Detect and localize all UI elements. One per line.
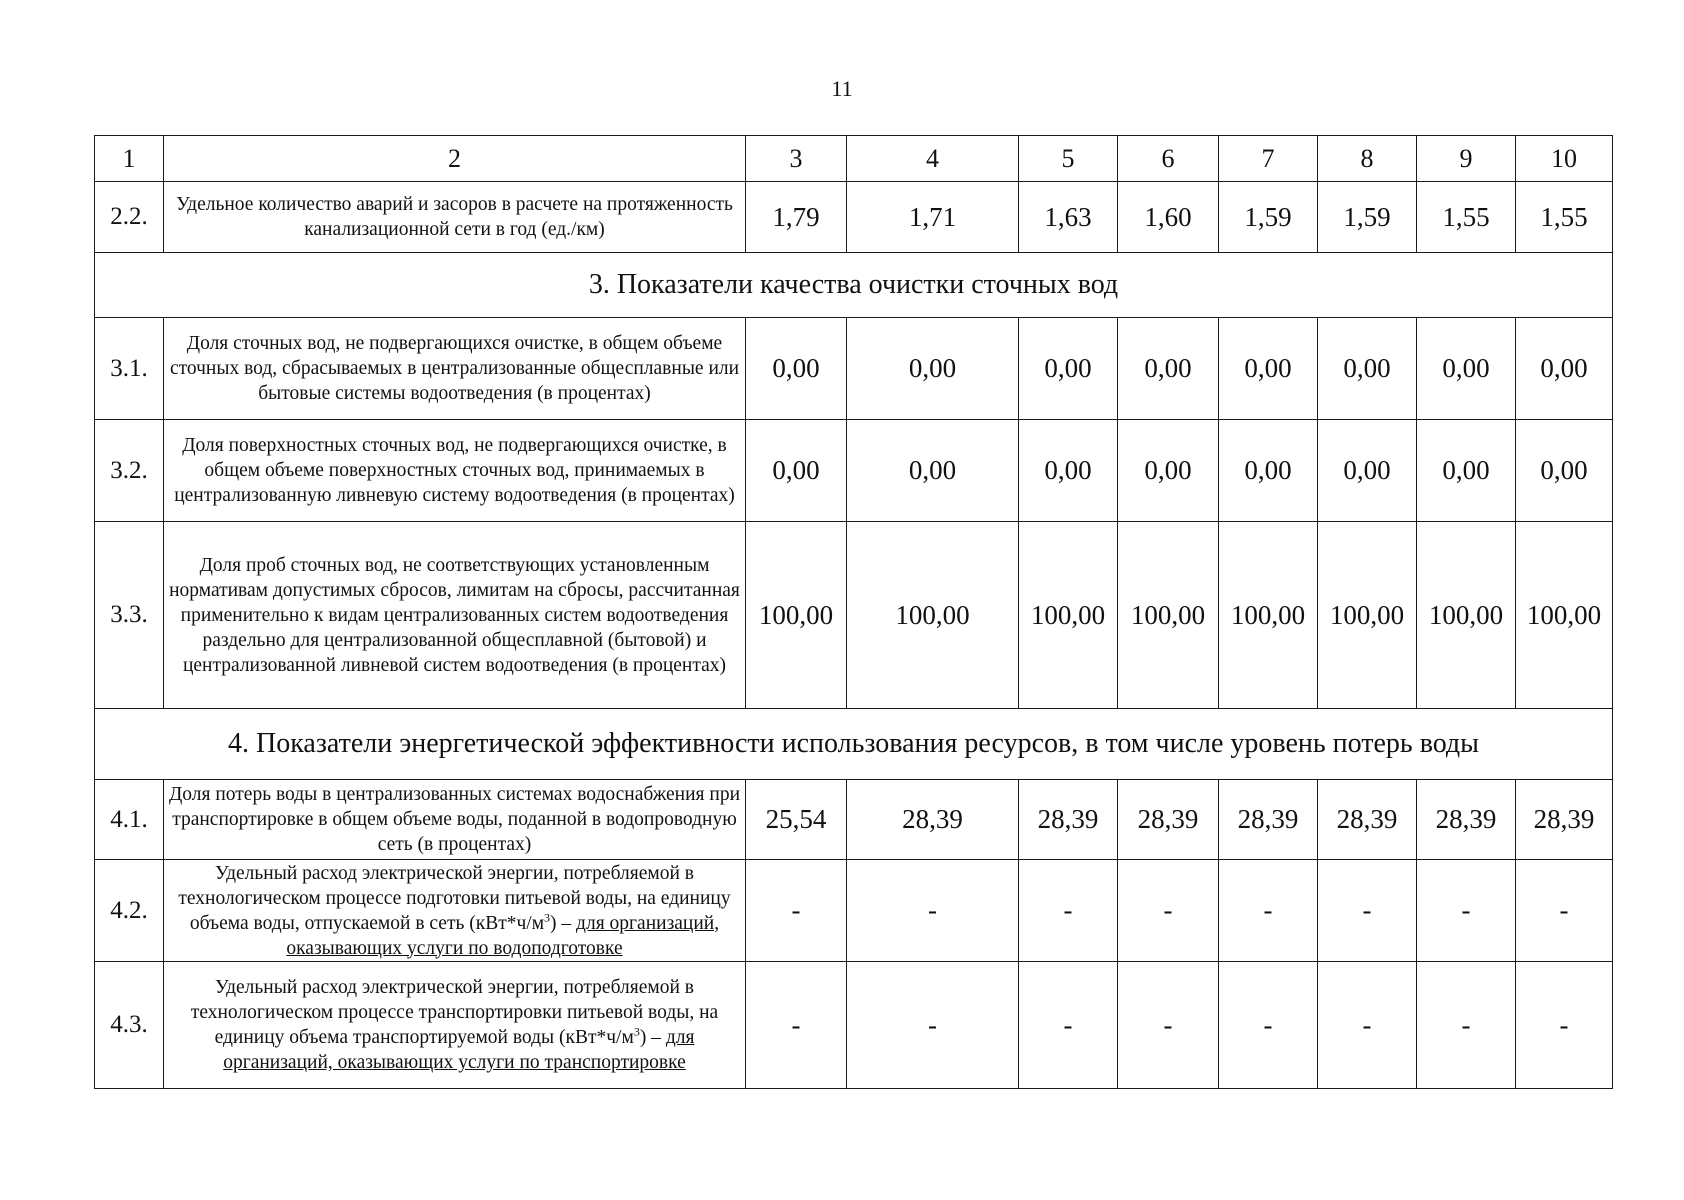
value-cell: 0,00 [1318,420,1417,522]
value-cell: 0,00 [847,420,1019,522]
column-header: 9 [1417,136,1516,182]
column-header: 7 [1219,136,1318,182]
column-header: 5 [1019,136,1118,182]
table-row [95,420,1613,522]
value-cell: 100,00 [1417,522,1516,709]
value-cell: - [1318,860,1417,962]
value-cell: - [746,962,847,1089]
value-cell: - [847,860,1019,962]
value-cell: 28,39 [1318,780,1417,860]
value-cell: - [1516,860,1613,962]
value-cell: - [1219,860,1318,962]
value-cell: 0,00 [1318,318,1417,420]
section-heading: 4. Показатели энергетической эффективности использования ресурсов, в том числе уровень потерь воды [95,709,1613,780]
value-cell: 100,00 [746,522,847,709]
section-row [95,709,1613,780]
value-cell: 28,39 [1118,780,1219,860]
value-cell: - [1516,962,1613,1089]
value-cell: 0,00 [746,420,847,522]
row-description [164,962,746,1089]
value-cell: 0,00 [1516,420,1613,522]
value-cell: 0,00 [847,318,1019,420]
table-row [95,522,1613,709]
value-cell: 0,00 [1019,420,1118,522]
description-text: Удельный расход электрической энергии, потребляемой в технологическом процессе транспортировки питьевой воды, на единицу объема транспортируемой воды (кВт*ч/м [190,977,719,1048]
value-cell: - [1219,962,1318,1089]
value-cell: - [1417,962,1516,1089]
value-cell: 1,55 [1516,182,1613,253]
description-text: Удельный расход электрической энергии, потребляемой в технологическом процессе подготовки питьевой воды, на единицу объема воды, отпускаемой в сеть (кВт*ч/м [178,862,731,934]
value-cell: 0,00 [1219,318,1318,420]
value-cell: 25,54 [746,780,847,860]
value-cell: 28,39 [1516,780,1613,860]
value-cell: 28,39 [847,780,1019,860]
value-cell: 28,39 [1219,780,1318,860]
table-row [95,860,1613,962]
column-header: 8 [1318,136,1417,182]
value-cell: 28,39 [1417,780,1516,860]
section-heading: 3. Показатели качества очистки сточных вод [95,253,1613,318]
value-cell: 1,60 [1118,182,1219,253]
value-cell: 0,00 [1417,420,1516,522]
value-cell: 0,00 [746,318,847,420]
value-cell: 1,79 [746,182,847,253]
row-number: 3.3. [95,522,164,709]
description-text: ) – [550,912,577,934]
value-cell: - [847,962,1019,1089]
table-row [95,182,1613,253]
description-underlined: для организаций, оказывающих услуги по транспортировке [223,1027,695,1073]
value-cell: 28,39 [1019,780,1118,860]
column-header: 10 [1516,136,1613,182]
description-underlined: для организаций, оказывающих услуги по водоподготовке [286,912,720,959]
value-cell: 1,71 [847,182,1019,253]
row-number: 4.1. [95,780,164,860]
table-row [95,318,1613,420]
unit-superscript: 3 [544,910,551,924]
value-cell: 1,59 [1318,182,1417,253]
value-cell: - [1019,962,1118,1089]
value-cell: 0,00 [1118,420,1219,522]
value-cell: - [1118,860,1219,962]
column-header: 4 [847,136,1019,182]
value-cell: 100,00 [1019,522,1118,709]
value-cell: 0,00 [1417,318,1516,420]
table-header-row [95,136,1613,182]
value-cell: 0,00 [1516,318,1613,420]
value-cell: - [746,860,847,962]
value-cell: 1,63 [1019,182,1118,253]
unit-superscript: 3 [633,1024,640,1039]
column-header: 6 [1118,136,1219,182]
row-number: 3.1. [95,318,164,420]
row-number: 4.2. [95,860,164,962]
value-cell: 0,00 [1118,318,1219,420]
value-cell: 100,00 [1516,522,1613,709]
value-cell: - [1417,860,1516,962]
value-cell: 100,00 [847,522,1019,709]
row-number: 4.3. [95,962,164,1089]
value-cell: - [1318,962,1417,1089]
row-description: Удельное количество аварий и засоров в расчете на протяженность канализационной сети в год (ед./км) [164,182,746,253]
page-number: 11 [831,76,853,101]
row-number: 3.2. [95,420,164,522]
description-text: ) – [639,1027,666,1048]
row-description: Доля сточных вод, не подвергающихся очистке, в общем объеме сточных вод, сбрасываемых в централизованные общесплавные или бытовые системы водоотведения (в процентах) [164,318,746,420]
value-cell: 100,00 [1118,522,1219,709]
row-description: Доля поверхностных сточных вод, не подвергающихся очистке, в общем объеме поверхностных сточных вод, принимаемых в централизованную ливневую систему водоотведения (в процентах) [164,420,746,522]
row-description: Доля проб сточных вод, не соответствующих установленным нормативам допустимых сбросов, лимитам на сбросы, рассчитанная применительно к видам централизованных систем водоотведения раздельно для централизованной общесплавной (бытовой) и централизованной ливневой систем водоотведения (в процентах) [164,522,746,709]
column-header: 3 [746,136,847,182]
value-cell: 1,59 [1219,182,1318,253]
value-cell: - [1019,860,1118,962]
section-row [95,253,1613,318]
table-row [95,780,1613,860]
indicators-table [94,135,1613,1089]
table-row [95,962,1613,1089]
value-cell: 100,00 [1318,522,1417,709]
value-cell: 0,00 [1019,318,1118,420]
row-description [164,860,746,962]
value-cell: 1,55 [1417,182,1516,253]
row-description: Доля потерь воды в централизованных системах водоснабжения при транспортировке в общем объеме воды, поданной в водопроводную сеть (в процентах) [164,780,746,860]
column-header: 1 [95,136,164,182]
value-cell: 100,00 [1219,522,1318,709]
row-number: 2.2. [95,182,164,253]
value-cell: 0,00 [1219,420,1318,522]
value-cell: - [1118,962,1219,1089]
column-header: 2 [164,136,746,182]
